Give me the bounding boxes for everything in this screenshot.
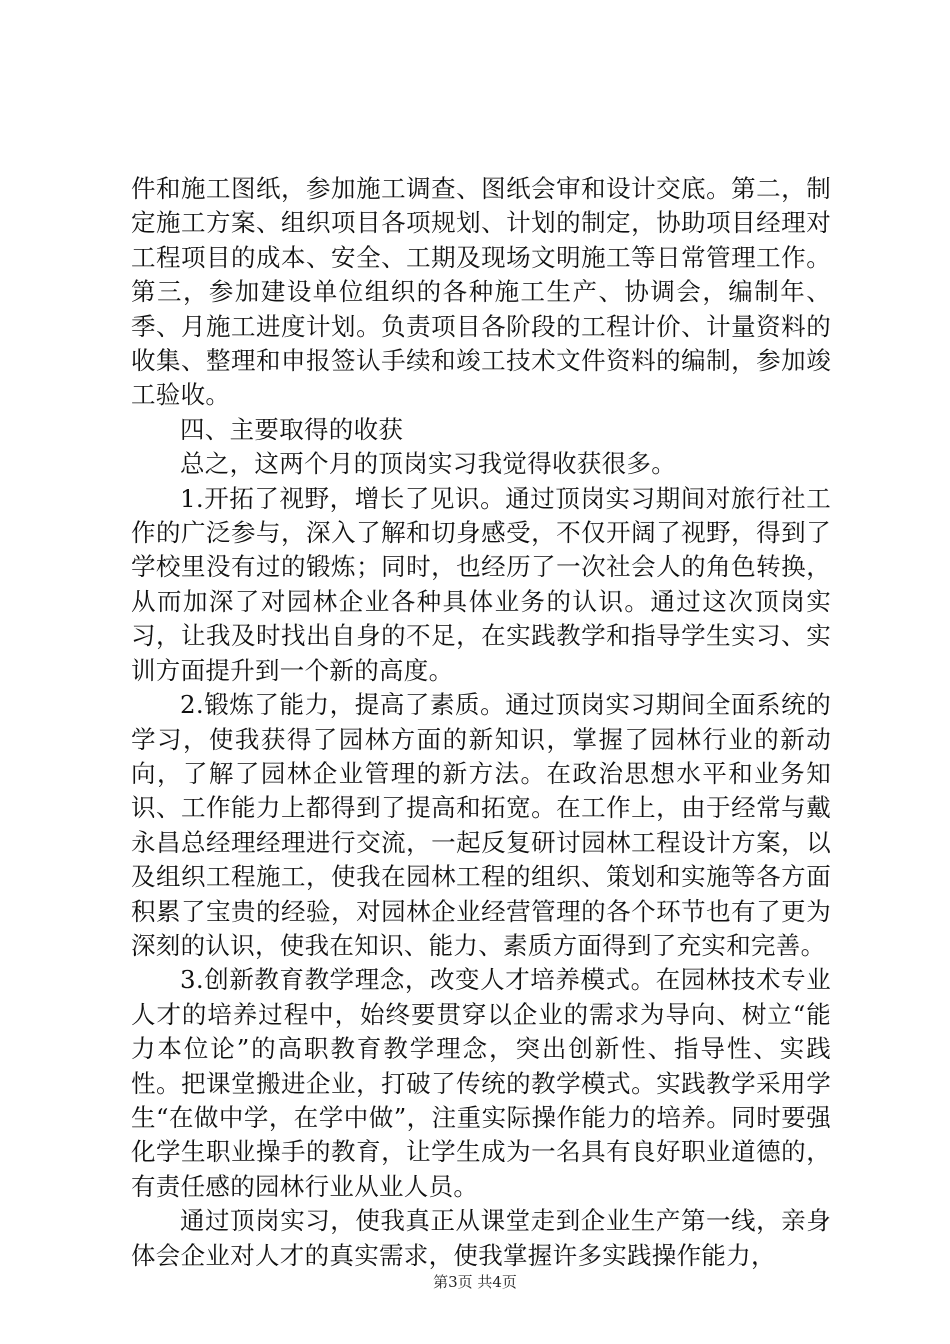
paragraph-continuation: 件和施工图纸，参加施工调查、图纸会审和设计交底。第二，制定施工方案、组织项目各项规划、计划的制定，协助项目经理对工程项目的成本、安全、工期及现场文明施工等日常管理工作。第三，参加建设单位组织的各种施工生产、协调会，编制年、季、月施工进度计划。负责项目各阶段的工程计价、计量资料的收集、整理和申报签认手续和竣工技术文件资料的编制，参加竣工验收。 <box>131 174 831 410</box>
paragraph-point-1: 1.开拓了视野，增长了见识。通过顶岗实习期间对旅行社工作的广泛参与，深入了解和切身感受，不仅开阔了视野，得到了学校里没有过的锻炼；同时，也经历了一次社会人的角色转换，从而加深了对园林企业各种具体业务的认识。通过这次顶岗实习，让我及时找出自身的不足，在实践教学和指导学生实习、实训方面提升到一个新的高度。 <box>131 483 831 685</box>
body-text <box>131 172 831 1273</box>
paragraph-summary: 总之，这两个月的顶岗实习我觉得收获很多。 <box>180 449 676 479</box>
paragraph-point-2: 2.锻炼了能力，提高了素质。通过顶岗实习期间全面系统的学习，使我获得了园林方面的新知识，掌握了园林行业的新动向，了解了园林企业管理的新方法。在政治思想水平和业务知识、工作能力上都得到了提高和拓宽。在工作上，由于经常与戴永昌总经理经理进行交流，一起反复研讨园林工程设计方案，以及组织工程施工，使我在园林工程的组织、策划和实施等各方面积累了宝贵的经验，对园林企业经营管理的各个环节也有了更为深刻的认识，使我在知识、能力、素质方面得到了充实和完善。 <box>131 690 831 960</box>
page-number-footer: 第3页 共4页 <box>433 1273 517 1291</box>
paragraph-closing: 通过顶岗实习，使我真正从课堂走到企业生产第一线，亲身体会企业对人才的真实需求，使我掌握许多实践操作能力， <box>131 1206 831 1270</box>
paragraph-point-3: 3.创新教育教学理念，改变人才培养模式。在园林技术专业人才的培养过程中，始终要贯穿以企业的需求为导向、树立“能力本位论”的高职教育教学理念，突出创新性、指导性、实践性。把课堂搬进企业，打破了传统的教学模式。实践教学采用学生“在做中学，在学中做”，注重实际操作能力的培养。同时要强化学生职业操手的教育，让学生成为一名具有良好职业道德的，有责任感的园林行业从业人员。 <box>131 965 832 1201</box>
section-heading: 四、主要取得的收获 <box>180 414 404 444</box>
